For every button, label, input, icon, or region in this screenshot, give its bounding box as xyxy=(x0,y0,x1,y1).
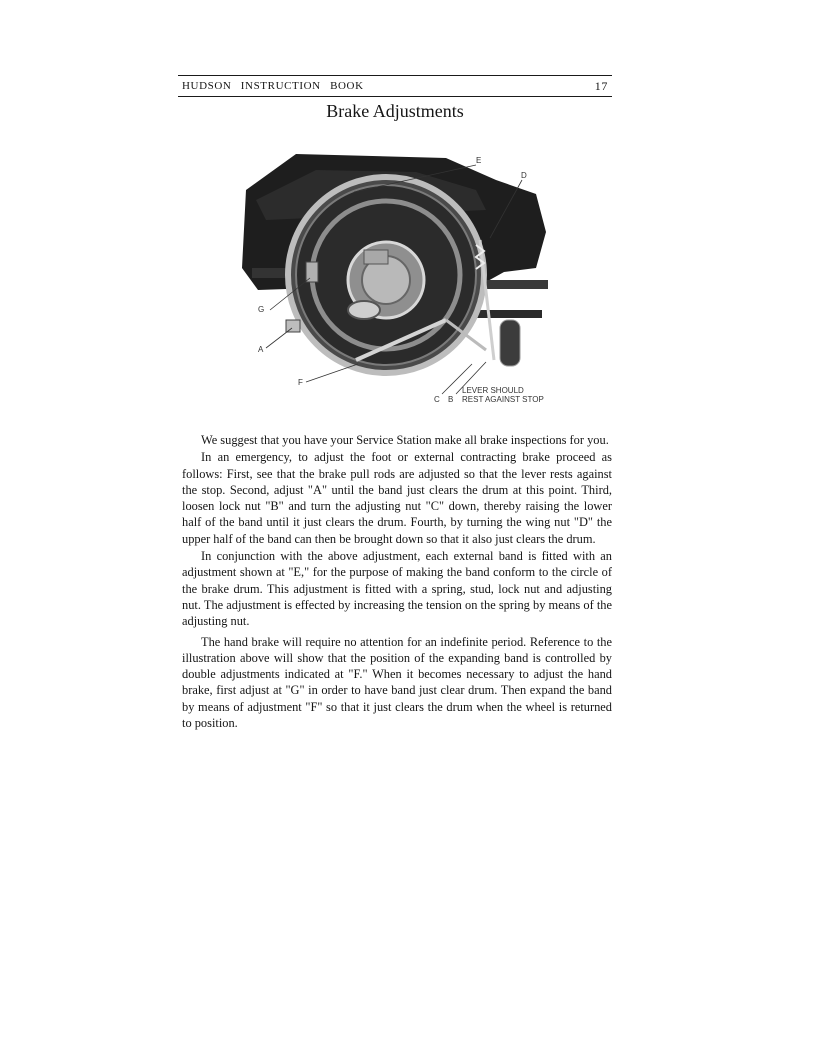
callout-note-line2: REST AGAINST STOP xyxy=(462,395,544,404)
body-text xyxy=(182,432,612,732)
callout-g: G xyxy=(258,305,265,314)
adjusting-bracket-g xyxy=(306,262,318,282)
hub-cap xyxy=(364,250,388,264)
axle-spindle xyxy=(348,301,380,319)
lever-stop xyxy=(500,320,520,366)
adjusting-screw-a xyxy=(286,320,300,332)
paragraph-service: We suggest that you have your Service Station make all brake inspections for you. xyxy=(201,433,609,447)
callout-f: F xyxy=(298,378,303,387)
callout-e: E xyxy=(476,156,482,165)
page-number: 17 xyxy=(594,79,608,93)
running-title: HUDSON INSTRUCTION BOOK xyxy=(182,80,364,92)
paragraph-emergency: In an emergency, to adjust the foot or external contracting brake proceed as follows: First, see that the brake pull rods are adjusted so that the lever rests against the stop. Second, adjust "A" until the band just clears the drum at this point. Third, loosen lock nut "B" and turn the adjusting nut "C" down, thereby raising the lower half of the band until it just clears the drum. Fourth, by turning the wing nut "D" the upper half of the band can then be brought down so that it also just clears the drum. xyxy=(182,450,612,546)
brake-diagram-svg xyxy=(236,150,558,410)
running-header xyxy=(178,75,612,97)
leaf-spring-right xyxy=(472,310,542,318)
callout-d: D xyxy=(521,171,527,180)
paragraph-external-band: In conjunction with the above adjustment, each external band is fitted with an adjustment shown at "E," for the purpose of making the band conform to the circle of the brake drum. This adjustment is fitted with a spring, stud, lock nut and adjusting nut. The adjustment is effected by increasing the tension on the spring by means of the adjusting nut. xyxy=(182,549,612,629)
paragraph-hand-brake: The hand brake will require no attention for an indefinite period. Reference to the illustration above will show that the position of the expanding band is controlled by double adjustments indicated at "F." When it becomes necessary to adjust the hand brake, first adjust at "G" in order to have band just clear drum. Then expand the band by means of adjustment "F" so that it just clears the drum when the wheel is returned to position. xyxy=(182,634,612,731)
callout-note-line1: LEVER SHOULD xyxy=(462,386,524,395)
page-title: Brake Adjustments xyxy=(326,101,464,121)
brake-illustration xyxy=(236,150,558,410)
callout-c: C xyxy=(434,395,440,404)
callout-b: B xyxy=(448,395,454,404)
callout-a: A xyxy=(258,345,264,354)
